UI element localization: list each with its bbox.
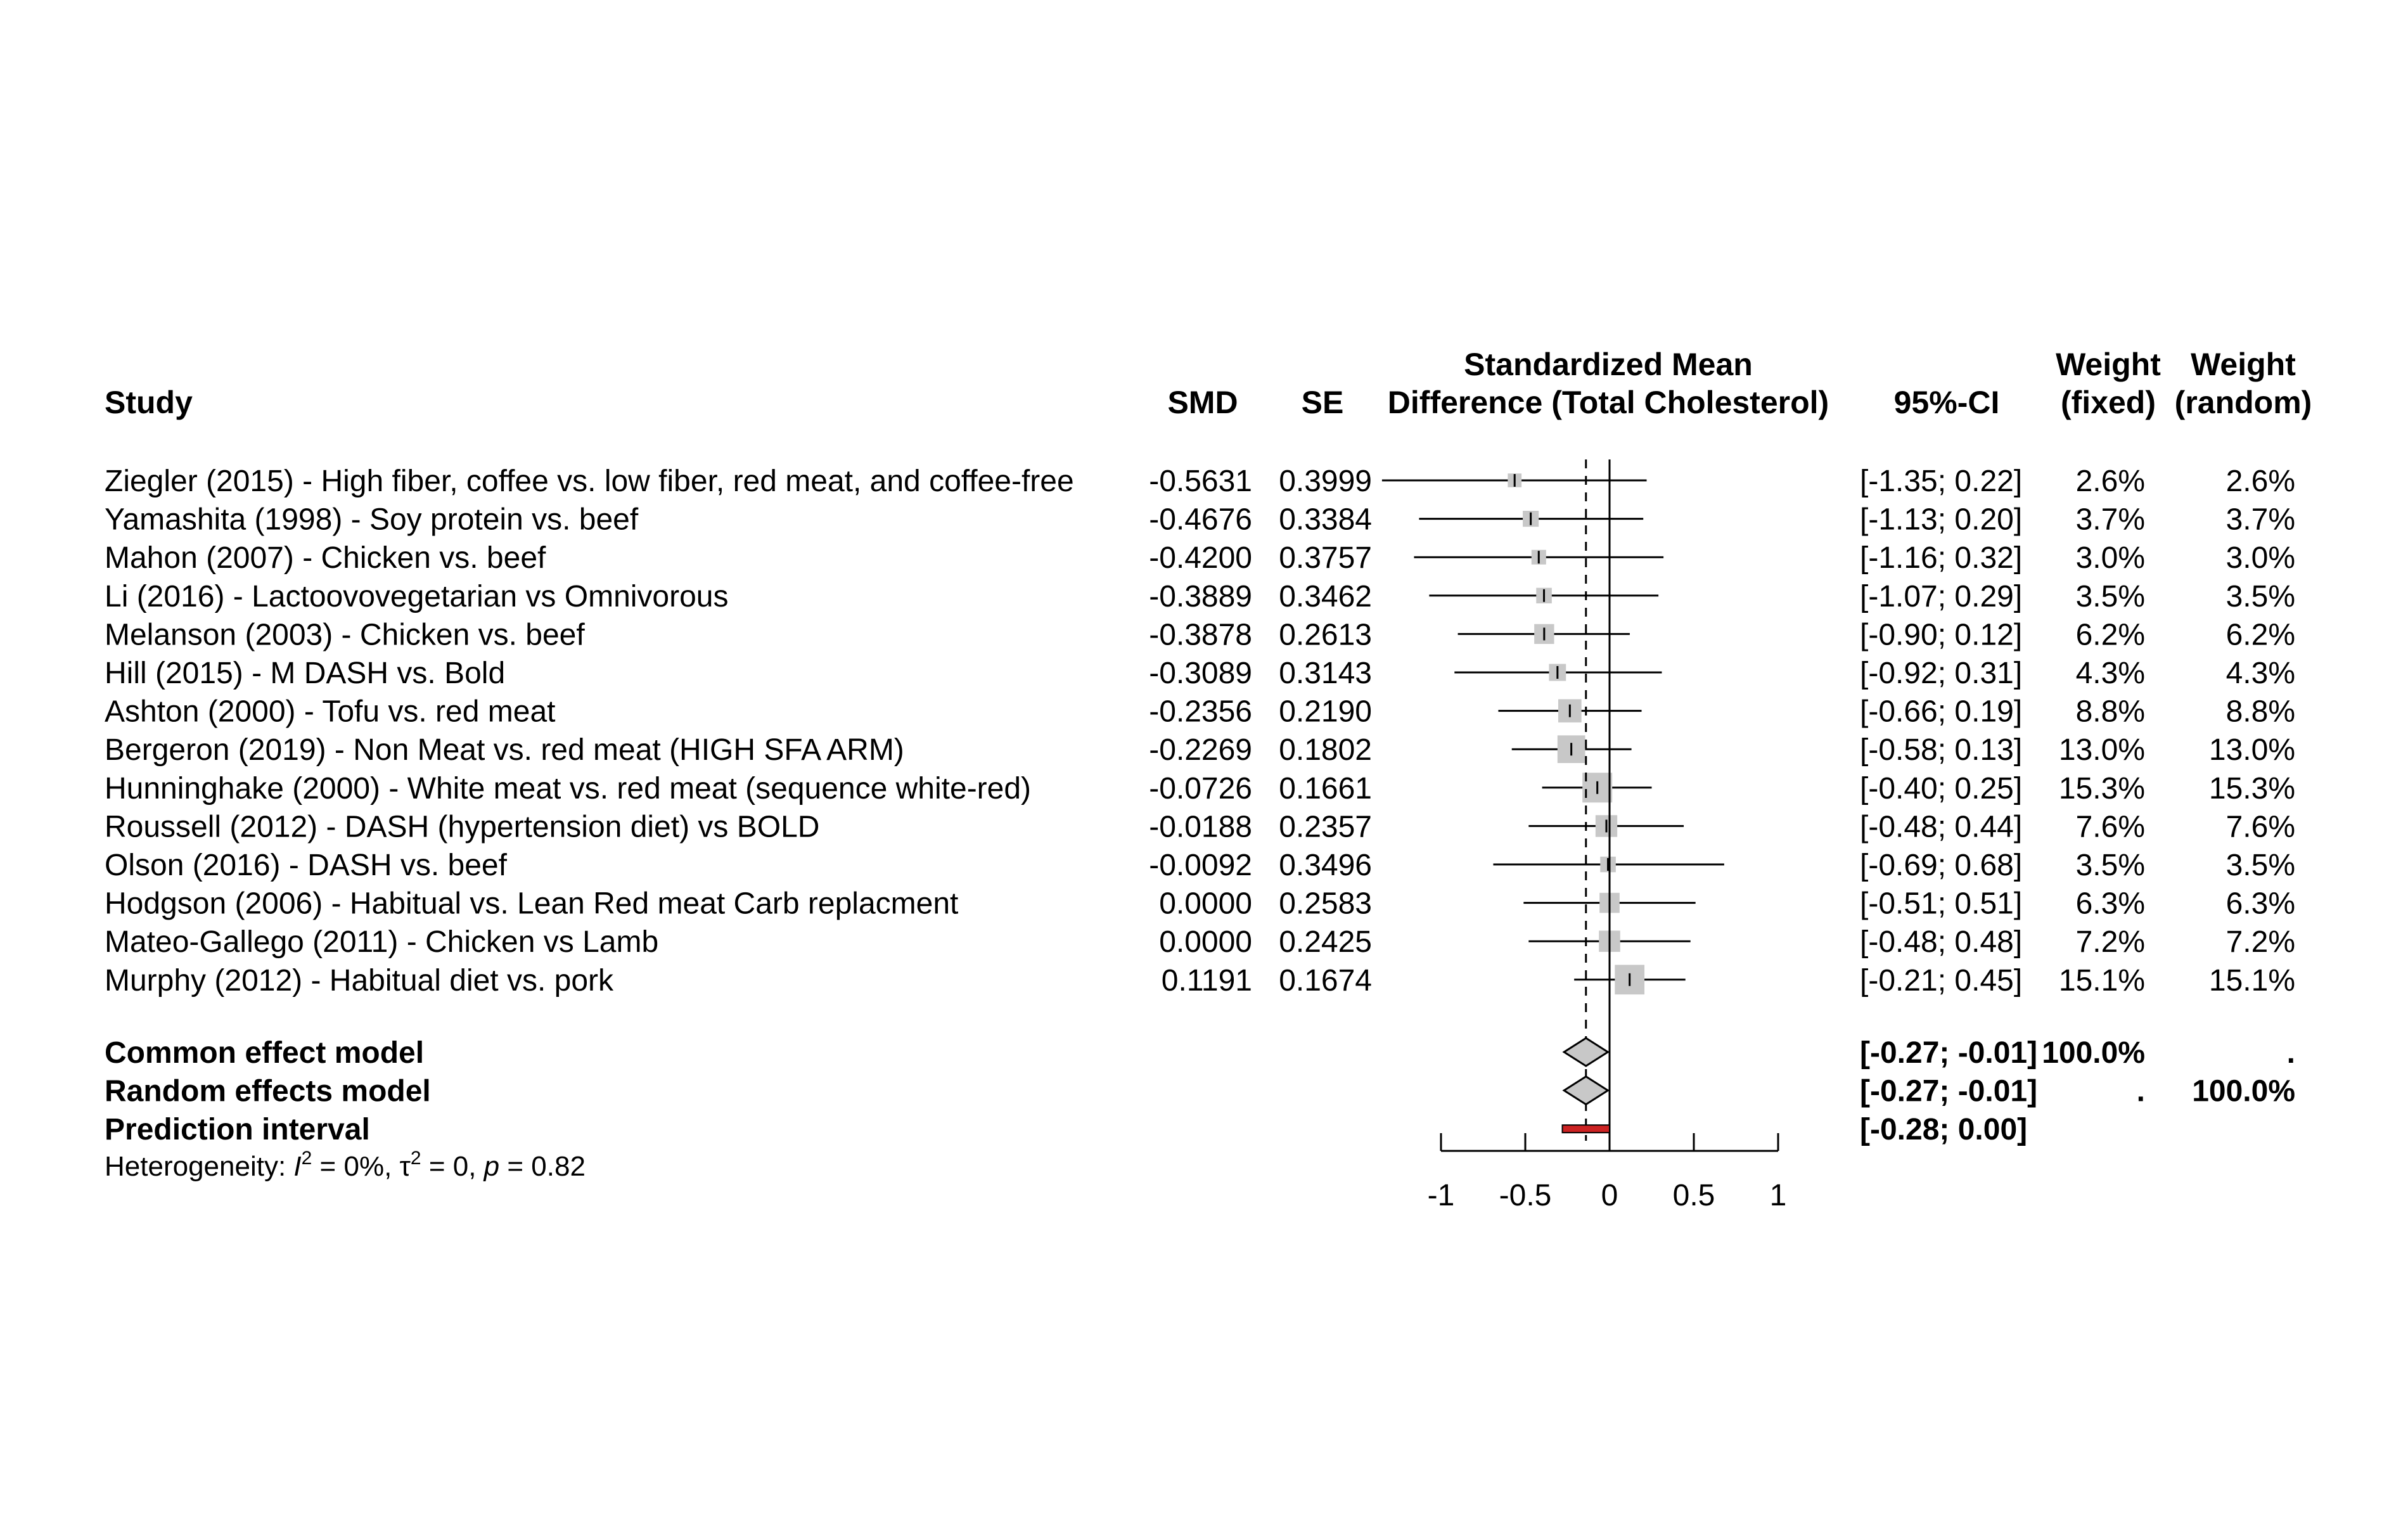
study-weight-fixed: 3.0% <box>2075 541 2145 575</box>
study-smd: -0.3889 <box>1149 579 1252 613</box>
summary-ci: [-0.27; -0.01] <box>1860 1036 2038 1070</box>
prediction-label: Prediction interval <box>105 1113 370 1147</box>
study-weight-random: 13.0% <box>2208 733 2295 767</box>
study-se: 0.3999 <box>1279 465 1372 498</box>
header-weight-fixed-1: Weight <box>2056 347 2161 382</box>
header-weight-random-1: Weight <box>2191 347 2296 382</box>
study-weight-fixed: 7.6% <box>2075 810 2145 844</box>
study-se: 0.3462 <box>1279 579 1372 613</box>
study-se: 0.3496 <box>1279 849 1372 882</box>
study-weight-fixed: 8.8% <box>2075 695 2145 729</box>
heterogeneity <box>105 1148 586 1182</box>
study-weight-fixed: 6.2% <box>2075 618 2145 652</box>
study-weight-random: 7.2% <box>2225 925 2295 959</box>
study-weight-random: 4.3% <box>2225 657 2295 690</box>
summary-row <box>105 1036 2295 1070</box>
heterogeneity-tau2: = 0, <box>421 1151 484 1182</box>
summary-weight-fixed: . <box>2136 1074 2145 1108</box>
study-label: Ashton (2000) - Tofu vs. red meat <box>105 695 556 729</box>
header-plot-title-2: Difference (Total Cholesterol) <box>1387 385 1829 420</box>
heterogeneity-i2: = 0%, <box>312 1151 400 1182</box>
study-ci: [-0.51; 0.51] <box>1860 887 2023 921</box>
summary-diamond <box>1564 1077 1608 1105</box>
header-weight-fixed-2: (fixed) <box>2061 385 2156 420</box>
study-weight-random: 7.6% <box>2225 810 2295 844</box>
study-se: 0.3757 <box>1279 541 1372 575</box>
study-weight-fixed: 7.2% <box>2075 925 2145 959</box>
study-weight-random: 15.1% <box>2208 963 2295 998</box>
header-se: SE <box>1301 385 1344 420</box>
summary-label: Common effect model <box>105 1036 425 1070</box>
header-weight-random-2: (random) <box>2174 385 2312 420</box>
prediction-ci: [-0.28; 0.00] <box>1860 1113 2028 1147</box>
study-row <box>105 925 2295 959</box>
study-se: 0.2425 <box>1279 925 1372 959</box>
heterogeneity-p: = 0.82 <box>499 1151 586 1182</box>
x-axis <box>1428 1133 1787 1212</box>
study-se: 0.3143 <box>1279 657 1372 690</box>
summary-ci: [-0.27; -0.01] <box>1860 1074 2038 1108</box>
study-ci: [-0.69; 0.68] <box>1860 849 2023 882</box>
study-se: 0.2583 <box>1279 887 1372 921</box>
study-se: 0.2190 <box>1279 695 1372 729</box>
study-row <box>105 887 2295 921</box>
study-smd: -0.5631 <box>1149 465 1252 498</box>
x-axis-tick-label: 0 <box>1601 1179 1618 1212</box>
header-smd: SMD <box>1167 385 1238 420</box>
study-weight-random: 2.6% <box>2225 465 2295 498</box>
summary-weight-random: . <box>2286 1036 2295 1070</box>
study-row <box>105 964 2295 998</box>
study-label: Hill (2015) - M DASH vs. Bold <box>105 657 506 690</box>
study-row <box>105 465 2295 498</box>
study-weight-random: 6.3% <box>2225 887 2295 921</box>
study-row <box>105 810 2295 844</box>
study-ci: [-0.21; 0.45] <box>1860 963 2023 998</box>
study-label: Bergeron (2019) - Non Meat vs. red meat (HIGH SFA ARM) <box>105 733 904 767</box>
study-ci: [-0.48; 0.44] <box>1860 810 2023 844</box>
study-row <box>105 541 2295 575</box>
summary-row <box>105 1075 2295 1108</box>
heterogeneity-text: Heterogeneity: $I^2 = 0\%$, $\tau^2 = 0$, p = 0.82 <box>105 1148 586 1182</box>
study-se: 0.2613 <box>1279 618 1372 652</box>
study-smd: -0.2356 <box>1149 695 1252 729</box>
study-weight-fixed: 6.3% <box>2075 887 2145 921</box>
study-weight-fixed: 3.5% <box>2075 849 2145 882</box>
study-se: 0.1802 <box>1279 733 1372 767</box>
study-weight-fixed: 15.3% <box>2058 771 2145 805</box>
summary-rows <box>105 1036 2295 1146</box>
prediction-row <box>105 1113 2027 1146</box>
study-label: Murphy (2012) - Habitual diet vs. pork <box>105 963 614 998</box>
study-weight-fixed: 4.3% <box>2075 657 2145 690</box>
study-smd: -0.2269 <box>1149 733 1252 767</box>
study-label: Melanson (2003) - Chicken vs. beef <box>105 618 585 652</box>
study-label: Ziegler (2015) - High fiber, coffee vs. low fiber, red meat, and coffee-free <box>105 465 1074 498</box>
study-label: Hunninghake (2000) - White meat vs. red meat (sequence white-red) <box>105 771 1032 805</box>
study-label: Roussell (2012) - DASH (hypertension diet) vs BOLD <box>105 810 820 844</box>
prediction-interval-bar <box>1563 1125 1610 1133</box>
summary-label: Random effects model <box>105 1074 431 1108</box>
study-weight-random: 6.2% <box>2225 618 2295 652</box>
column-headers <box>105 347 2312 420</box>
header-plot-title-1: Standardized Mean <box>1464 347 1753 382</box>
study-label: Li (2016) - Lactoovovegetarian vs Omnivorous <box>105 579 729 613</box>
study-row <box>105 618 2295 651</box>
study-smd: 0.0000 <box>1159 887 1252 921</box>
study-ci: [-1.16; 0.32] <box>1860 541 2023 575</box>
study-weight-random: 15.3% <box>2208 771 2295 805</box>
summary-weight-fixed: 100.0% <box>2042 1036 2145 1070</box>
study-row <box>105 580 2295 613</box>
study-weight-random: 3.5% <box>2225 579 2295 613</box>
study-row <box>105 503 2295 537</box>
study-label: Olson (2016) - DASH vs. beef <box>105 849 507 882</box>
header-ci: 95%-CI <box>1893 385 2000 420</box>
study-ci: [-0.40; 0.25] <box>1860 771 2023 805</box>
plot-area <box>1382 459 1786 1212</box>
heterogeneity-prefix: Heterogeneity: <box>105 1151 294 1182</box>
study-weight-fixed: 3.5% <box>2075 579 2145 613</box>
study-smd: -0.0092 <box>1149 849 1252 882</box>
study-weight-fixed: 15.1% <box>2058 963 2145 998</box>
summary-weight-random: 100.0% <box>2192 1074 2295 1108</box>
study-row <box>105 733 2295 767</box>
study-row <box>105 657 2295 690</box>
study-se: 0.2357 <box>1279 810 1372 844</box>
header-study: Study <box>105 385 193 420</box>
study-rows <box>105 465 2295 998</box>
study-smd: -0.3878 <box>1149 618 1252 652</box>
study-smd: 0.1191 <box>1161 963 1252 998</box>
study-weight-random: 8.8% <box>2225 695 2295 729</box>
study-smd: -0.0188 <box>1149 810 1252 844</box>
study-row <box>105 849 2295 882</box>
study-label: Mahon (2007) - Chicken vs. beef <box>105 541 546 575</box>
study-weight-fixed: 3.7% <box>2075 503 2145 537</box>
study-ci: [-0.48; 0.48] <box>1860 925 2023 959</box>
study-smd: 0.0000 <box>1159 925 1252 959</box>
study-ci: [-0.92; 0.31] <box>1860 657 2023 690</box>
study-ci: [-0.90; 0.12] <box>1860 618 2023 652</box>
study-label: Yamashita (1998) - Soy protein vs. beef <box>105 503 639 537</box>
study-ci: [-1.13; 0.20] <box>1860 503 2023 537</box>
study-smd: -0.4676 <box>1149 503 1252 537</box>
study-ci: [-0.58; 0.13] <box>1860 733 2023 767</box>
summary-diamond <box>1564 1038 1608 1066</box>
study-ci: [-0.66; 0.19] <box>1860 695 2023 729</box>
study-weight-random: 3.7% <box>2225 503 2295 537</box>
study-ci: [-1.35; 0.22] <box>1860 465 2023 498</box>
x-axis-tick-label: -0.5 <box>1499 1179 1552 1212</box>
study-row <box>105 695 2295 729</box>
study-row <box>105 772 2295 805</box>
study-se: 0.1661 <box>1279 771 1372 805</box>
x-axis-tick-label: 1 <box>1769 1179 1787 1212</box>
study-weight-fixed: 2.6% <box>2075 465 2145 498</box>
study-smd: -0.4200 <box>1149 541 1252 575</box>
study-ci: [-1.07; 0.29] <box>1860 579 2023 613</box>
study-weight-random: 3.0% <box>2225 541 2295 575</box>
study-weight-random: 3.5% <box>2225 849 2295 882</box>
x-axis-tick-label: 0.5 <box>1672 1179 1715 1212</box>
study-weight-fixed: 13.0% <box>2058 733 2145 767</box>
study-smd: -0.3089 <box>1149 657 1252 690</box>
study-se: 0.1674 <box>1279 963 1372 998</box>
study-smd: -0.0726 <box>1149 771 1252 805</box>
study-label: Hodgson (2006) - Habitual vs. Lean Red meat Carb replacment <box>105 887 959 921</box>
study-label: Mateo-Gallego (2011) - Chicken vs Lamb <box>105 925 659 959</box>
x-axis-tick-label: -1 <box>1427 1179 1455 1212</box>
study-se: 0.3384 <box>1279 503 1372 537</box>
